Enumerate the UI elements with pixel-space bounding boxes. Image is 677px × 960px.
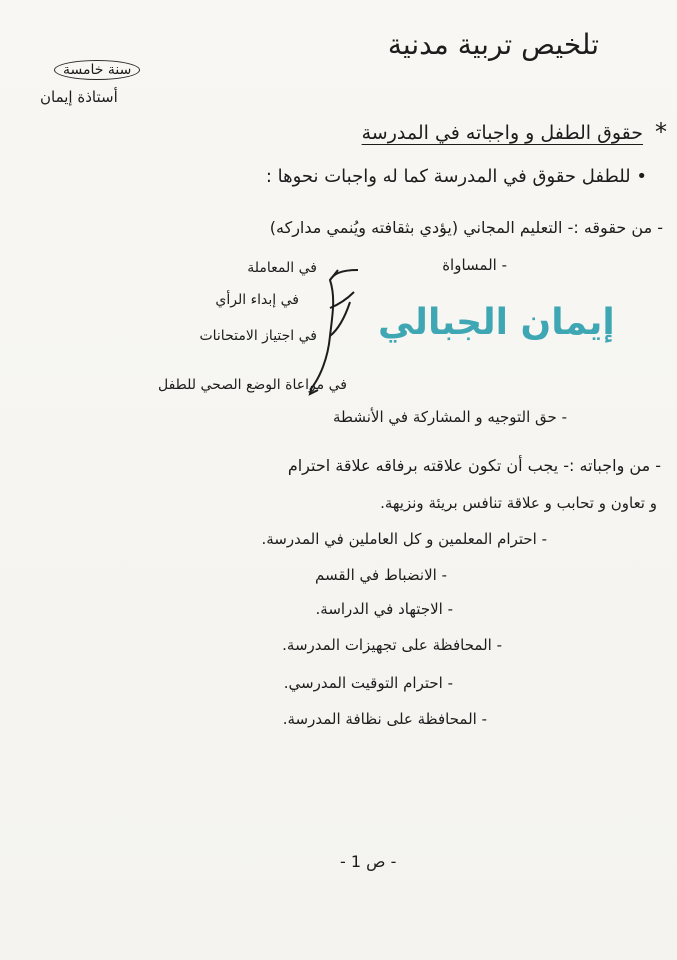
equality-sub-item: في إبداء الرأي (215, 292, 299, 308)
duty-item: - الانضباط في القسم (315, 566, 447, 584)
right-equality: - المساواة (442, 256, 507, 274)
author-signature: إيمان الجبالي (378, 302, 615, 343)
right-guidance: - حق التوجيه و المشاركة في الأنشطة (333, 408, 567, 426)
duty-item: - المحافظة على نظافة المدرسة. (282, 710, 487, 728)
duties-heading: - من واجباته :- يجب أن تكون علاقته برفاقه علاقة احترام (287, 456, 661, 475)
equality-sub-item: في المعاملة (247, 260, 317, 276)
page-title: تلخيص تربية مدنية (387, 28, 599, 61)
intro-text: • للطفل حقوق في المدرسة كما له واجبات نحوها : (265, 166, 647, 187)
duty-item: - احترام المعلمين و كل العاملين في المدرسة. (261, 530, 547, 548)
class-label: سنة خامسة (54, 60, 140, 80)
star-bullet-icon: * (655, 118, 667, 146)
page-number: - ص 1 - (340, 852, 397, 871)
duty-item: - الاجتهاد في الدراسة. (315, 600, 453, 618)
rights-heading: - من حقوقه :- التعليم المجاني (يؤدي بثقافته ويُنمي مداركه) (269, 218, 663, 237)
section-title: حقوق الطفل و واجباته في المدرسة (361, 122, 643, 144)
duty-item: - المحافظة على تجهيزات المدرسة. (282, 636, 502, 654)
equality-sub-item: في مراعاة الوضع الصحي للطفل (157, 377, 347, 393)
teacher-label: أستاذة إيمان (40, 88, 118, 106)
duty-item: - احترام التوقيت المدرسي. (283, 674, 453, 692)
duties-continuation: و تعاون و تحابب و علاقة تنافس بريئة ونزيهة. (380, 494, 657, 512)
equality-sub-item: في اجتياز الامتحانات (199, 328, 317, 344)
